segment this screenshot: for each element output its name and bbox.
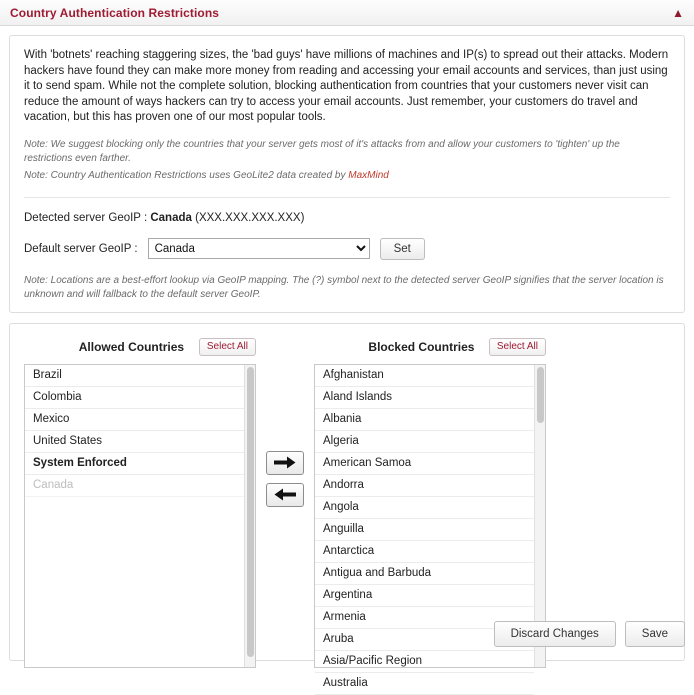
detected-geoip-row — [24, 212, 670, 224]
list-item[interactable]: Australia — [315, 673, 534, 695]
info-panel — [9, 35, 685, 313]
default-geoip-label: Default server GeoIP : — [24, 242, 138, 255]
footer-actions — [494, 621, 685, 647]
list-item[interactable]: Algeria — [315, 431, 534, 453]
chevron-up-icon[interactable]: ▲ — [672, 5, 684, 20]
info-note-fallback: Note: Locations are a best-effort lookup via GeoIP mapping. The (?) symbol next to the detected server GeoIP signifies that the server location is unknown and will fallback to the default server GeoIP. — [24, 274, 664, 300]
list-item[interactable]: Argentina — [315, 585, 534, 607]
list-item[interactable]: Colombia — [25, 387, 244, 409]
discard-changes-button[interactable]: Discard Changes — [494, 621, 616, 647]
blocked-select-all-button[interactable]: Select All — [489, 338, 546, 356]
allowed-countries-title: Allowed Countries — [78, 339, 185, 354]
blocked-countries-header — [314, 336, 546, 358]
list-item[interactable]: American Samoa — [315, 453, 534, 475]
allowed-list-scrollbar[interactable] — [244, 365, 255, 667]
allowed-list-scroll-thumb[interactable] — [247, 367, 254, 657]
maxmind-link[interactable]: MaxMind — [348, 169, 389, 181]
allowed-countries-column — [24, 336, 256, 668]
list-item[interactable]: Aland Islands — [315, 387, 534, 409]
info-note-suggestion: Note: We suggest blocking only the countries that your server gets most of it's attacks from and allow your customers to 'tighten' up the restrictions even farther. — [24, 138, 620, 164]
list-item[interactable]: Brazil — [25, 365, 244, 387]
list-item[interactable]: Afghanistan — [315, 365, 534, 387]
divider — [24, 197, 670, 198]
list-item[interactable]: Andorra — [315, 475, 534, 497]
page-title: Country Authentication Restrictions — [10, 5, 220, 20]
transfer-buttons — [256, 336, 314, 507]
info-note-geolite-text: Note: Country Authentication Restrictions uses GeoLite2 data created by — [24, 169, 349, 181]
list-item[interactable]: Canada — [25, 475, 244, 497]
arrow-left-icon[interactable] — [266, 483, 304, 507]
list-item[interactable]: Albania — [315, 409, 534, 431]
list-item[interactable]: Antarctica — [315, 541, 534, 563]
allowed-countries-header — [24, 336, 256, 358]
blocked-list-scroll-thumb[interactable] — [537, 367, 544, 423]
list-item[interactable]: Armenia — [315, 607, 534, 629]
list-item[interactable]: United States — [25, 431, 244, 453]
blocked-countries-title: Blocked Countries — [368, 339, 475, 354]
list-item[interactable]: System Enforced — [25, 453, 244, 475]
set-button[interactable]: Set — [380, 238, 425, 260]
allowed-select-all-button[interactable]: Select All — [199, 338, 256, 356]
info-note-geolite — [24, 169, 670, 183]
default-geoip-select[interactable] — [148, 238, 370, 259]
detected-geoip-label: Detected server GeoIP : — [24, 211, 148, 224]
detected-geoip-ip: (XXX.XXX.XXX.XXX) — [195, 211, 305, 224]
info-description: With 'botnets' reaching staggering sizes, the 'bad guys' have millions of machines and IP(s) to spread out their attacks. Modern hackers have found they can make more money from reading and accessing your email accounts and services, than just using it to send spam. While not the complete solution, blocking authentication from countries that your customers never visit can reduce the amount of ways hackers can try to access your email accounts. Just remember, your customers do travel and vacation, but this has proven one of our most popular tools. — [24, 49, 669, 123]
list-item[interactable]: Asia/Pacific Region — [315, 651, 534, 673]
list-item[interactable]: Antigua and Barbuda — [315, 563, 534, 585]
list-item[interactable]: Mexico — [25, 409, 244, 431]
allowed-countries-list[interactable] — [24, 364, 256, 668]
list-item[interactable]: Angola — [315, 497, 534, 519]
save-button[interactable]: Save — [625, 621, 685, 647]
country-lists-panel — [9, 323, 685, 689]
default-geoip-row — [24, 238, 670, 260]
list-item[interactable]: Anguilla — [315, 519, 534, 541]
blocked-countries-column — [314, 336, 546, 689]
arrow-right-icon[interactable] — [266, 451, 304, 475]
list-item[interactable]: Aruba — [315, 629, 534, 651]
panel-header — [0, 0, 694, 26]
detected-geoip-value: Canada — [150, 211, 192, 224]
